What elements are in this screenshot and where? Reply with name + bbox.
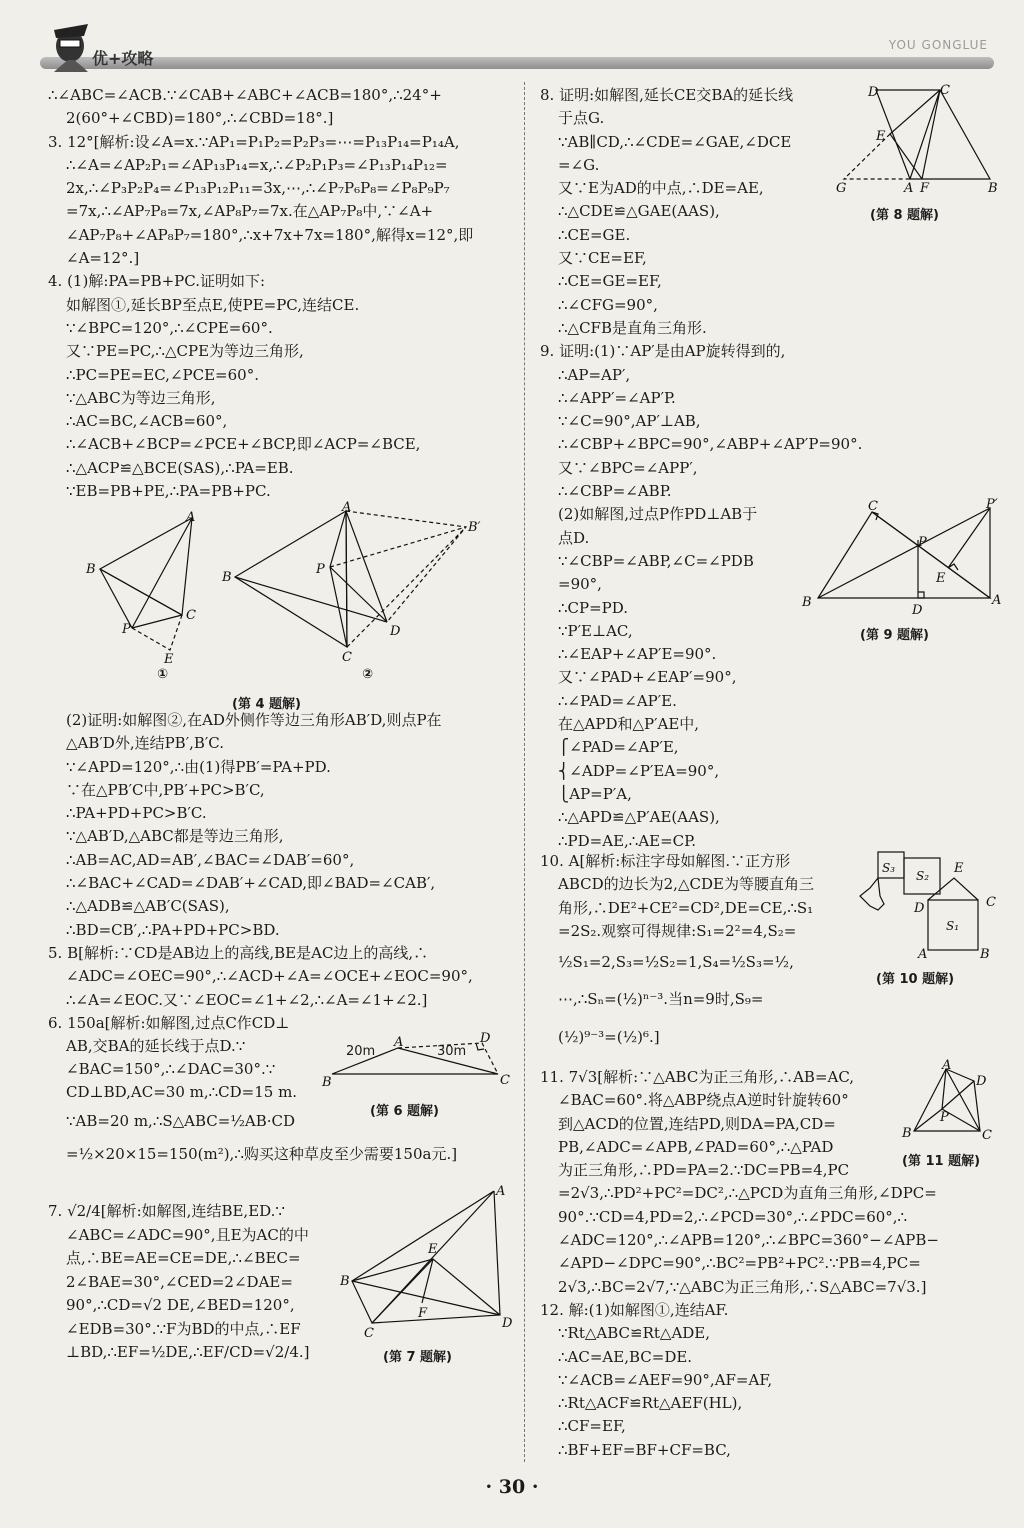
text-line: 又∵E为AD的中点,∴DE=AE,: [558, 179, 764, 198]
text-line: ∴△CDE≌△GAE(AAS),: [558, 202, 720, 221]
text-line: 点,∴BE=AE=CE=DE,∴∠BEC=: [66, 1249, 301, 1267]
text-line: 2√3,∴BC=2√7,∵△ABC为正三角形,∴S△ABC=7√3.]: [558, 1277, 927, 1296]
text-line: △AB′D外,连结PB′,B′C.: [66, 734, 225, 753]
svg-text:C: C: [342, 650, 352, 665]
svg-text:P: P: [940, 1110, 949, 1125]
figure-6-caption: (第 6 题解): [370, 1104, 439, 1119]
text-line: ∴AC=BC,∠ACB=60°,: [66, 412, 228, 431]
right-column: [540, 84, 1002, 853]
text-line: (2)如解图,过点P作PD⊥AB于: [558, 505, 758, 524]
text-line: ⎩AP=P′A,: [558, 784, 632, 803]
text-line: ½S₁=2,S₃=½S₂=1,S₄=½S₃=½,: [558, 953, 794, 972]
text-line: ∴∠APP′=∠AP′P.: [558, 388, 676, 407]
text-line: 于点G.: [558, 109, 605, 128]
text-line: ∠ADC=∠OEC=90°,∴∠ACD+∠A=∠OCE+∠EOC=90°,: [66, 967, 473, 986]
text-line: ∴∠ACB+∠BCP=∠PCE+∠BCP,即∠ACP=∠BCE,: [66, 435, 421, 454]
figure-6-label-ab: 20m: [346, 1044, 376, 1059]
svg-text:C: C: [986, 895, 996, 910]
text-line: 90°,∴CD=√2 DE,∠BED=120°,: [66, 1296, 295, 1314]
svg-text:E: E: [876, 129, 886, 144]
text-line: ∵△ABC为等边三角形,: [66, 388, 216, 407]
text-line: (½)⁹⁻³=(½)⁶.]: [558, 1027, 660, 1046]
text-line: =½×20×15=150(m²),∴购买这种草皮至少需要150a元.]: [66, 1145, 458, 1163]
svg-text:C: C: [868, 499, 878, 514]
svg-text:D: D: [502, 1316, 513, 1331]
text-line: 点D.: [558, 528, 590, 547]
text-line: 8. 证明:如解图,延长CE交BA的延长线: [540, 86, 794, 104]
logo-text: 优+攻略: [92, 49, 154, 68]
text-line: ∴Rt△ACF≌Rt△AEF(HL),: [558, 1394, 743, 1413]
svg-text:P′: P′: [986, 497, 998, 512]
svg-text:B: B: [340, 1274, 350, 1289]
text-line: =2√3,∴PD²+PC²=DC²,∴△PCD为直角三角形,∠DPC=: [558, 1184, 937, 1203]
text-line: 角形,∴DE²+CE²=CD²,DE=CE,∴S₁: [558, 898, 814, 917]
text-line: ∴CE=GE=EF,: [558, 272, 662, 291]
svg-text:S₂: S₂: [916, 869, 930, 883]
svg-text:F: F: [418, 1306, 428, 1321]
figure-7-diagram: [340, 1185, 515, 1340]
left-column: [48, 84, 510, 503]
svg-text:A: A: [394, 1035, 404, 1050]
text-line: 为正三角形,∴PD=PA=2.∵DC=PB=4,PC: [558, 1161, 850, 1180]
text-line: ∴△ACP≌△BCE(SAS),∴PA=EB.: [66, 458, 294, 477]
text-line: ∴∠EAP+∠AP′E=90°.: [558, 645, 717, 664]
text-line: ∵∠ACB=∠AEF=90°,AF=AF,: [558, 1370, 773, 1389]
svg-text:A: A: [918, 947, 928, 962]
svg-text:P: P: [918, 535, 927, 550]
figure-7-caption: (第 7 题解): [383, 1350, 452, 1365]
svg-text:B: B: [988, 181, 998, 196]
text-line: 12. 解:(1)如解图①,连结AF.: [540, 1300, 729, 1319]
text-line: ∴PA+PD+PC>B′C.: [66, 804, 207, 823]
text-line: ∴△ADB≌△AB′C(SAS),: [66, 897, 230, 916]
svg-text:E: E: [936, 571, 946, 586]
text-line: ∵∠CBP=∠ABP,∠C=∠PDB: [558, 551, 754, 570]
figure-4-label-1: ①: [157, 667, 169, 682]
left-column-b: [48, 709, 510, 1012]
text-line: 又∵∠PAD+∠EAP′=90°,: [558, 668, 737, 687]
text-line: (2)证明:如解图②,在AD外侧作等边三角形AB′D,则点P在: [66, 711, 442, 729]
svg-text:S₃: S₃: [882, 861, 896, 875]
svg-text:S₁: S₁: [946, 919, 960, 933]
svg-text:B′: B′: [468, 520, 481, 535]
text-line: ∴△APD≌△P′AE(AAS),: [558, 808, 720, 827]
svg-text:D: D: [868, 85, 879, 100]
text-line: ∵Rt△ABC≌Rt△ADE,: [558, 1324, 711, 1343]
text-line: 如解图①,延长BP至点E,使PE=PC,连结CE.: [66, 295, 360, 314]
svg-text:C: C: [940, 83, 950, 98]
svg-text:A: A: [342, 500, 352, 515]
text-line: =90°,: [558, 575, 602, 594]
svg-text:B: B: [322, 1075, 332, 1090]
text-line: ∴AB=AC,AD=AB′,∠BAC=∠DAB′=60°,: [66, 850, 355, 869]
text-line: ABCD的边长为2,△CDE为等腰直角三: [558, 875, 814, 894]
svg-text:C: C: [500, 1073, 510, 1088]
svg-text:P: P: [316, 562, 325, 577]
text-line: ∠BAC=60°.将△ABP绕点A逆时针旋转60°: [558, 1091, 849, 1110]
page-number: · 30 ·: [485, 1476, 539, 1498]
text-line: 2∠BAE=30°,∠CED=2∠DAE=: [66, 1272, 293, 1291]
text-line: ∴PC=PE=EC,∠PCE=60°.: [66, 365, 259, 384]
svg-text:B: B: [222, 570, 232, 585]
text-line: ∴∠BAC+∠CAD=∠DAB′+∠CAD,即∠BAD=∠CAB′,: [66, 874, 436, 893]
text-line: ∠AP₇P₈+∠AP₈P₇=180°,∴x+7x+7x=180°,解得x=12°,即: [66, 225, 474, 244]
text-line: 3. 12°[解析:设∠A=x.∵AP₁=P₁P₂=P₂P₃=⋯=P₁₃P₁₄=P₁₄A,: [48, 132, 460, 151]
brand-text: YOU GONGLUE: [888, 38, 988, 52]
text-line: ∠ADC=120°,∴∠APB=120°,∴∠BPC=360°−∠APB−: [558, 1231, 939, 1250]
svg-text:A: A: [496, 1184, 506, 1199]
svg-text:B: B: [802, 595, 812, 610]
text-line: ∴∠A=∠AP₂P₁=∠AP₁₃P₁₄=x,∴∠P₂P₁P₃=∠P₁₃P₁₄P₁₂=: [66, 155, 448, 174]
text-line: CD⊥BD,AC=30 m,∴CD=15 m.: [66, 1083, 298, 1101]
figure-8-diagram: [832, 84, 1002, 196]
text-line: 在△APD和△P′AE中,: [558, 715, 700, 734]
svg-text:B: B: [86, 562, 96, 577]
text-line: ∠A=12°.]: [66, 249, 140, 268]
text-line: 到△ACD的位置,连结PD,则DA=PA,CD=: [558, 1114, 836, 1133]
figure-11-caption: (第 11 题解): [902, 1154, 981, 1169]
text-line: 2x,∴∠P₃P₂P₄=∠P₁₃P₁₂P₁₁=3x,⋯,∴∠P₇P₆P₈=∠P₈P₉P₇: [66, 179, 450, 198]
text-line: 2(60°+∠CBD)=180°,∴∠CBD=18°.]: [66, 109, 334, 128]
text-line: ∠EDB=30°.∵F为BD的中点,∴EF: [66, 1319, 301, 1338]
text-line: ∵AB∥CD,∴∠CDE=∠GAE,∠DCE: [558, 132, 792, 151]
figure-10-diagram: [852, 848, 1002, 960]
text-line: AB,交BA的延长线于点D.∵: [66, 1037, 246, 1055]
figure-4-label-2: ②: [362, 667, 374, 682]
text-line: ∴△CFB是直角三角形.: [558, 318, 707, 337]
text-line: =2S₂.观察可得规律:S₁=2²=4,S₂=: [558, 921, 797, 940]
text-line: 又∵∠BPC=∠APP′,: [558, 458, 698, 477]
text-line: ∴AC=AE,BC=DE.: [558, 1347, 693, 1366]
svg-text:C: C: [186, 608, 196, 623]
text-line: PB,∠ADC=∠APB,∠PAD=60°,∴△PAD: [558, 1137, 834, 1156]
text-line: 7. √2/4[解析:如解图,连结BE,ED.∵: [48, 1202, 285, 1220]
svg-text:C: C: [364, 1326, 374, 1341]
text-line: ∴CP=PD.: [558, 598, 629, 617]
figure-6-label-ac: 30m: [437, 1044, 467, 1059]
text-line: ∠BAC=150°,∴∠DAC=30°.∵: [66, 1060, 276, 1078]
text-line: ∴∠CFG=90°,: [558, 295, 658, 314]
svg-text:D: D: [480, 1031, 491, 1046]
text-line: ∠APD−∠DPC=90°,∴BC²=PB²+PC².∵PB=4,PC=: [558, 1254, 921, 1273]
text-line: ⋯,∴Sₙ=(½)ⁿ⁻³.当n=9时,S₉=: [558, 990, 764, 1009]
right-column-c: [540, 1066, 998, 1462]
text-line: ∴∠A=∠EOC.又∵∠EOC=∠1+∠2,∴∠A=∠1+∠2.]: [66, 990, 428, 1009]
text-line: 5. B[解析:∵CD是AB边上的高线,BE是AC边上的高线,∴: [48, 943, 429, 962]
svg-text:B: B: [902, 1126, 912, 1141]
figure-8-caption: (第 8 题解): [870, 208, 939, 223]
text-line: 4. (1)解:PA=PB+PC.证明如下:: [48, 272, 266, 291]
figure-4-diagram: [80, 500, 500, 685]
text-line: ∵∠APD=120°,∴由(1)得PB′=PA+PD.: [66, 757, 331, 776]
left-column-d: [48, 1200, 348, 1365]
text-line: 又∵PE=PC,∴△CPE为等边三角形,: [66, 342, 304, 361]
text-line: 又∵CE=EF,: [558, 249, 647, 268]
svg-text:P: P: [122, 622, 131, 637]
text-line: ∴CE=GE.: [558, 225, 631, 244]
text-line: ∵AB=20 m,∴S△ABC=½AB·CD: [66, 1112, 296, 1130]
text-line: ∴∠CBP=∠ABP.: [558, 482, 672, 501]
svg-text:F: F: [920, 181, 930, 196]
text-line: ∴∠CBP+∠BPC=90°,∠ABP+∠AP′P=90°.: [558, 435, 863, 454]
figure-4-caption: (第 4 题解): [232, 697, 301, 712]
svg-text:E: E: [428, 1242, 438, 1257]
svg-text:D: D: [390, 624, 401, 639]
text-line: 9. 证明:(1)∵AP′是由AP旋转得到的,: [540, 342, 786, 361]
text-line: ∴PD=AE,∴AE=CP.: [558, 831, 696, 850]
text-line: ∠ABC=∠ADC=90°,且E为AC的中: [66, 1225, 309, 1244]
text-line: 6. 150a[解析:如解图,过点C作CD⊥: [48, 1014, 290, 1032]
svg-text:D: D: [914, 901, 925, 916]
svg-text:C: C: [982, 1128, 992, 1143]
svg-text:D: D: [976, 1074, 987, 1089]
figure-9-caption: (第 9 题解): [860, 628, 929, 643]
text-line: =7x,∴∠AP₇P₈=7x,∠AP₈P₇=7x.在△AP₇P₈中,∵∠A+: [66, 202, 434, 221]
text-line: ⎧∠PAD=∠AP′E,: [558, 738, 679, 757]
svg-text:G: G: [836, 181, 847, 196]
svg-text:A: A: [904, 181, 914, 196]
text-line: ∴∠ABC=∠ACB.∵∠CAB+∠ABC+∠ACB=180°,∴24°+: [48, 86, 442, 104]
text-line: ∵△AB′D,△ABC都是等边三角形,: [66, 827, 284, 846]
text-line: ∵EB=PB+PE,∴PA=PB+PC.: [66, 482, 271, 501]
text-line: ⊥BD,∴EF=½DE,∴EF/CD=√2/4.]: [66, 1343, 310, 1361]
text-line: ∵∠C=90°,AP′⊥AB,: [558, 412, 701, 431]
svg-text:A: A: [186, 510, 196, 525]
text-line: ∵∠BPC=120°,∴∠CPE=60°.: [66, 318, 273, 337]
svg-text:D: D: [912, 603, 923, 618]
text-line: 11. 7√3[解析:∵△ABC为正三角形,∴AB=AC,: [540, 1068, 855, 1086]
svg-text:E: E: [954, 861, 964, 876]
figure-10-caption: (第 10 题解): [876, 972, 955, 987]
text-line: ∴∠PAD=∠AP′E.: [558, 691, 677, 710]
text-line: ⎨∠ADP=∠P′EA=90°,: [558, 761, 720, 780]
text-line: 10. A[解析:标注字母如解图.∵正方形: [540, 852, 791, 870]
text-line: 90°.∵CD=4,PD=2,∴∠PCD=30°,∴∠PDC=60°,∴: [558, 1207, 908, 1226]
text-line: ∴CF=EF,: [558, 1417, 626, 1436]
text-line: ∵P′E⊥AC,: [558, 621, 633, 640]
svg-text:A: A: [942, 1058, 952, 1073]
text-line: ∴BF+EF=BF+CF=BC,: [558, 1440, 731, 1459]
column-divider: [524, 82, 525, 1462]
svg-text:B: B: [980, 947, 990, 962]
text-line: ∴BD=CB′,∴PA+PD+PC>BD.: [66, 920, 280, 939]
right-column-b: [540, 850, 860, 1049]
svg-text:A: A: [992, 593, 1002, 608]
text-line: =∠G.: [558, 155, 600, 174]
text-line: ∴AP=AP′,: [558, 365, 631, 384]
text-line: ∵在△PB′C中,PB′+PC>B′C,: [66, 780, 265, 799]
svg-text:E: E: [164, 652, 174, 667]
figure-9-diagram: [800, 497, 1005, 618]
